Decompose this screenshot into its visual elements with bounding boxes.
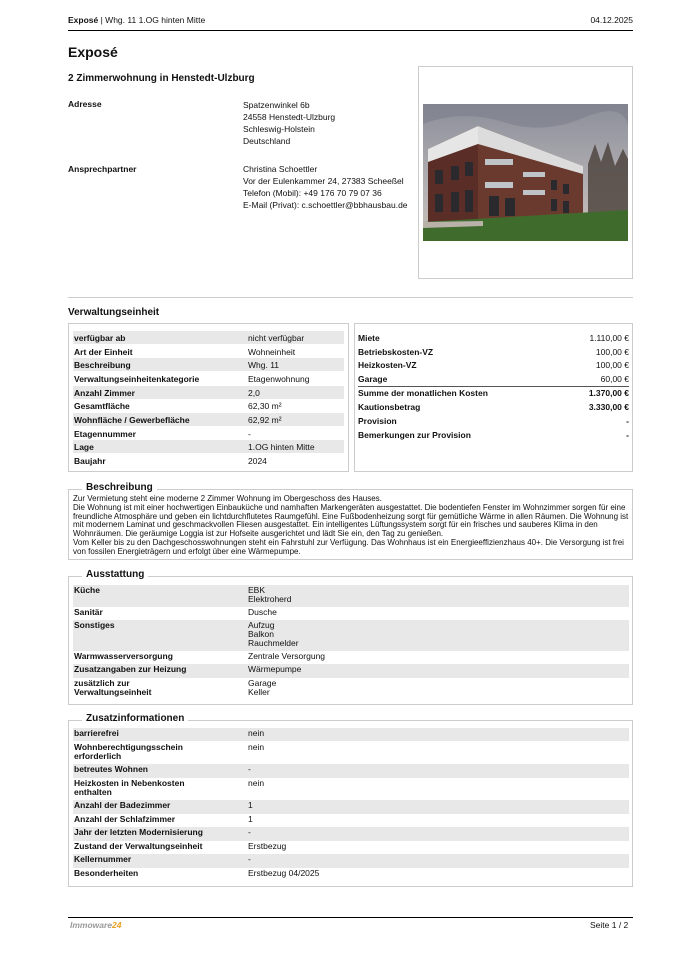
cost-value: - [626,429,629,440]
detail-key: Baujahr [74,455,106,466]
verwaltung-title: Verwaltungseinheit [68,307,160,318]
equipment-key: Warmwasserversorgung [74,651,173,661]
cost-row [358,331,629,344]
equipment-key: Sonstiges [74,620,115,630]
address-line: Deutschland [243,136,291,146]
detail-value: 62,30 m² [248,400,282,411]
equipment-key: Zusatzangaben zur Heizung [74,664,187,674]
cost-key: Heizkosten-VZ [358,359,417,370]
description-text: Zur Vermietung steht eine moderne 2 Zimmer Wohnung im Obergeschoss des Hauses. Die Wohnung ist mit einer hochwertigen Einbauküche und namhaften Markengeräten ausgestattet. Die bodentiefen Fenster im Wohnzimmer sorgen für eine freundliche Atmosphäre und geben ein lichtdurchflutetes Raumgefühl. Eine Fußbodenheizung sorgt für gemütliche Wärme in allen Räumen. Die Wohnung ist mit modernem Laminat und geschmackvollen Fliesen ausgestattet. Ein intelligentes Lüftungssystem sorgt für ein frisches und sauberes Klima in den Wohnräumen. Die geräumige Loggia ist zur Hofseite ausgerichtet und lädt Sie ein, den Tag zu genießen. Vom Keller bis zu den Dachgeschosswohnungen steht ein Fahrstuhl zur Verfügung. Das Wohnhaus ist ein Energieeffizienzhaus 40+. Die Versorgung ist frei von fossilen Energieträgern und erfolgt über eine Wärmepumpe. [73,494,629,556]
cost-key: Kautionsbetrag [358,401,421,412]
detail-row [73,427,344,440]
info-row [73,742,629,764]
detail-key: Anzahl Zimmer [74,387,135,398]
address-line: 24558 Henstedt-Ulzburg [243,112,336,122]
equipment-value: Zentrale Versorgung [248,651,326,661]
cost-row [358,428,629,441]
info-key: Jahr der letzten Modernisierung [74,827,203,837]
equipment-key: zusätzlich zur Verwaltungseinheit [74,678,152,697]
info-value: nein [248,742,265,752]
detail-key: verfügbar ab [74,332,126,343]
detail-key: Gesamtfläche [74,400,130,411]
contact-line: Telefon (Mobil): +49 176 70 79 07 36 [243,188,382,198]
detail-value: 1.OG hinten Mitte [248,441,315,452]
contact-line: Christina Schoettler [243,164,318,174]
cost-row [358,345,629,358]
cost-key: Betriebskosten-VZ [358,346,434,357]
detail-value: Wohneinheit [248,346,296,357]
detail-value: Whg. 11 [248,359,280,370]
detail-key: Lage [74,441,94,452]
info-row [73,728,629,741]
info-row [73,868,629,881]
info-row [73,827,629,841]
info-row [73,854,629,868]
page-number: Seite 1 / 2 [590,920,629,930]
info-row [73,800,629,814]
equipment-row [73,678,629,700]
info-key: Heizkosten in Nebenkosten enthalten [74,778,185,797]
equipment-row [73,664,629,678]
cost-key: Summe der monatlichen Kosten [358,388,488,398]
cost-row [358,358,629,371]
info-value: 1 [248,814,253,824]
footer-divider [68,917,633,918]
cost-value: 1.110,00 € [589,332,629,343]
detail-value: 2024 [248,455,267,466]
detail-row [73,413,344,426]
info-value: Erstbezug [248,841,287,851]
equipment-value: Aufzug Balkon Rauchmelder [248,620,299,648]
address-lines [243,99,335,147]
detail-value: - [248,428,251,439]
section-divider [68,297,633,298]
cost-value: - [626,415,629,426]
equipment-row [73,585,629,607]
detail-row [73,345,344,358]
info-key: barrierefrei [74,728,119,738]
header-label: Exposé | Whg. 11 1.OG hinten Mitte [68,15,206,25]
info-value: nein [248,778,265,788]
equipment-row [73,607,629,620]
building-photo [423,104,628,241]
equipment-value: Wärmepumpe [248,664,302,674]
equipment-row [73,620,629,651]
detail-key: Wohnfläche / Gewerbefläche [74,414,190,425]
equipment-value: EBK Elektroherd [248,585,292,604]
detail-row [73,386,344,399]
info-value: - [248,827,251,837]
equipment-key: Sanitär [74,607,103,617]
detail-row [73,331,344,344]
info-value: nein [248,728,265,738]
cost-key: Provision [358,415,397,426]
contact-lines [243,163,408,211]
address-label: Adresse [68,99,102,109]
detail-key: Beschreibung [74,359,131,370]
description-title: Beschreibung [82,482,157,493]
cost-value: 60,00 € [600,373,629,384]
cost-value: 100,00 € [595,359,629,370]
cost-key: Miete [358,332,380,343]
cost-row [358,372,629,385]
cost-value: 1.370,00 € [588,388,629,398]
header-date: 04.12.2025 [590,15,633,25]
equipment-title: Ausstattung [82,569,148,580]
detail-row [73,454,344,467]
detail-key: Art der Einheit [74,346,133,357]
detail-value: 62,92 m² [248,414,282,425]
cost-total-row [358,386,629,399]
equipment-key: Küche [74,585,100,595]
detail-value: nicht verfügbar [248,332,305,343]
address-line: Spatzenwinkel 6b [243,100,310,110]
info-key: betreutes Wohnen [74,764,148,774]
info-value: 1 [248,800,253,810]
info-key: Anzahl der Schlafzimmer [74,814,176,824]
info-key: Kellernummer [74,854,132,864]
detail-value: 2,0 [248,387,260,398]
info-key: Anzahl der Badezimmer [74,800,171,810]
info-value: - [248,764,251,774]
listing-subtitle: 2 Zimmerwohnung in Henstedt-Ulzburg [68,73,255,84]
info-row [73,778,629,800]
detail-key: Etagennummer [74,428,136,439]
equipment-value: Garage Keller [248,678,277,697]
contact-label: Ansprechpartner [68,164,137,174]
page-header [68,15,633,31]
cost-row [358,414,629,427]
address-line: Schleswig-Holstein [243,124,315,134]
info-row [73,764,629,778]
detail-row [73,358,344,371]
cost-value: 3.330,00 € [588,401,629,412]
contact-line: Vor der Eulenkammer 24, 27383 Scheeßel [243,176,404,186]
detail-row [73,399,344,412]
info-value: - [248,854,251,864]
equipment-row [73,651,629,664]
equipment-value: Dusche [248,607,277,617]
info-key: Besonderheiten [74,868,139,878]
info-row [73,841,629,854]
cost-value: 100,00 € [595,346,629,357]
cost-key: Garage [358,373,388,384]
info-key: Zustand der Verwaltungseinheit [74,841,203,851]
cost-key: Bemerkungen zur Provision [358,429,471,440]
detail-row [73,372,344,385]
contact-line: E-Mail (Privat): c.schoettler@bbhausbau.de [243,200,408,210]
detail-key: Verwaltungseinheitenkategorie [74,373,200,384]
footer-logo: Immoware24 [70,920,122,930]
page-title: Exposé [68,44,118,60]
detail-row [73,440,344,453]
additional-info-title: Zusatzinformationen [82,713,188,724]
cost-row [358,400,629,413]
detail-value: Etagenwohnung [248,373,310,384]
info-row [73,814,629,827]
info-value: Erstbezug 04/2025 [248,868,320,878]
info-key: Wohnberechtigungsschein erforderlich [74,742,183,761]
